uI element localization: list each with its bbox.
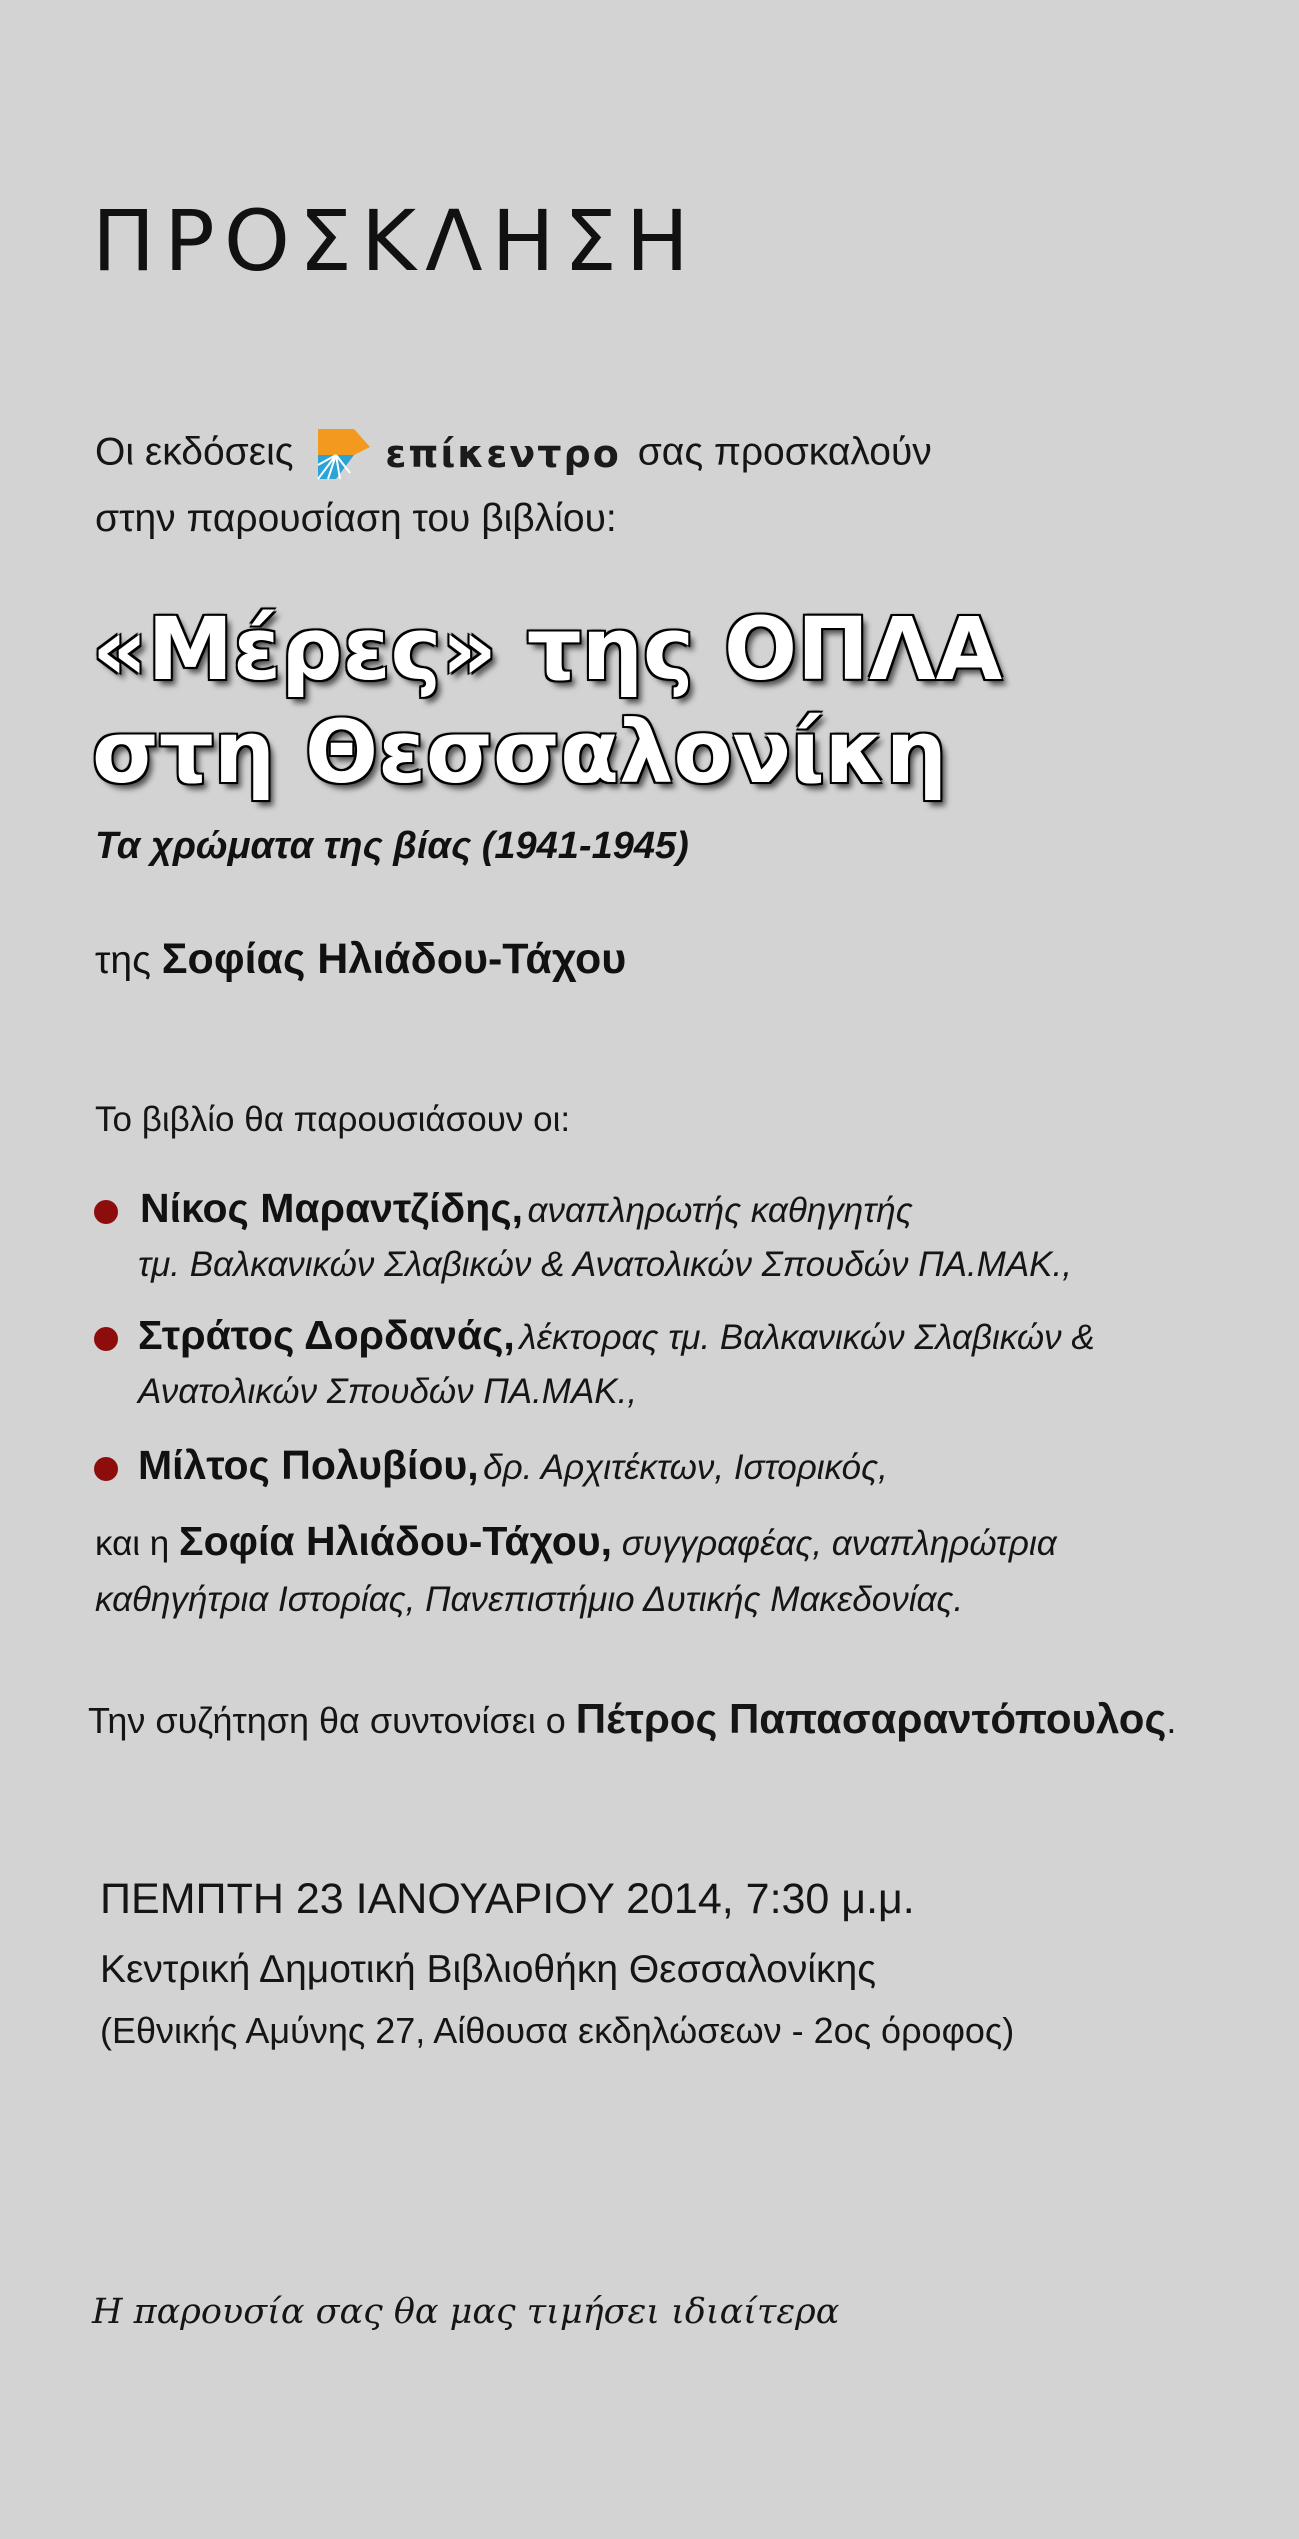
intro-text-before: Οι εκδόσεις bbox=[95, 430, 294, 474]
intro-line-2: στην παρουσίαση του βιβλίου: bbox=[95, 497, 617, 540]
bullet-icon bbox=[94, 1327, 118, 1351]
author-presenter-prefix: και η bbox=[95, 1524, 170, 1563]
book-author bbox=[95, 935, 626, 984]
moderator-line bbox=[88, 1695, 1176, 1743]
book-subtitle: Τα χρώματα της βίας (1941-1945) bbox=[95, 825, 689, 867]
bullet-icon bbox=[94, 1200, 118, 1224]
intro-text-after: σας προσκαλούν bbox=[637, 430, 932, 474]
event-address: (Εθνικής Αμύνης 27, Αίθουσα εκδηλώσεων - 2ος όροφος) bbox=[100, 2010, 1015, 2051]
book-title-line-1: «Μέρες» της ΟΠΛΑ bbox=[92, 600, 1003, 700]
event-venue: Κεντρική Δημοτική Βιβλιοθήκη Θεσσαλονίκης bbox=[100, 1948, 877, 1991]
author-name: Σοφίας Ηλιάδου-Τάχου bbox=[161, 935, 627, 983]
presenter-name: Νίκος Μαραντζίδης, bbox=[140, 1185, 524, 1231]
presenter-1 bbox=[140, 1185, 913, 1232]
presenter-name: Στράτος Δορδανάς, bbox=[138, 1312, 515, 1358]
moderator-name: Πέτρος Παπασαραντόπουλος bbox=[575, 1695, 1167, 1742]
presenter-2 bbox=[138, 1312, 1095, 1359]
event-date: ΠΕΜΠΤΗ 23 ΙΑΝΟΥΑΡΙΟΥ 2014, 7:30 μ.μ. bbox=[100, 1875, 915, 1923]
presenter-name: Μίλτος Πολυβίου, bbox=[138, 1442, 479, 1488]
publisher-logo bbox=[314, 425, 620, 483]
publisher-logo-text: επίκεντρο bbox=[385, 432, 621, 476]
closing-note: Η παρουσία σας θα μας τιμήσει ιδιαίτερα bbox=[92, 2292, 840, 2332]
presenters-intro: Το βιβλίο θα παρουσιάσουν οι: bbox=[95, 1100, 571, 1139]
publisher-logo-icon bbox=[314, 425, 374, 483]
author-prefix: της bbox=[95, 939, 151, 982]
intro-line-1 bbox=[95, 425, 932, 483]
presenter-3 bbox=[138, 1442, 888, 1489]
book-title-line-2: στη Θεσσαλονίκη bbox=[92, 703, 947, 803]
author-presenter bbox=[95, 1518, 1057, 1565]
author-presenter-role-continued: καθηγήτρια Ιστορίας, Πανεπιστήμιο Δυτικής Μακεδονίας. bbox=[95, 1580, 964, 1619]
presenter-role: λέκτορας τμ. Βαλκανικών Σλαβικών & bbox=[519, 1318, 1095, 1357]
moderator-prefix: Την συζήτηση θα συντονίσει ο bbox=[88, 1700, 566, 1741]
presenter-role: αναπληρωτής καθηγητής bbox=[527, 1191, 913, 1230]
author-presenter-name: Σοφία Ηλιάδου-Τάχου, bbox=[179, 1518, 613, 1564]
moderator-suffix: . bbox=[1166, 1700, 1177, 1741]
bullet-icon bbox=[94, 1457, 118, 1481]
presenter-role: δρ. Αρχιτέκτων, Ιστορικός, bbox=[483, 1448, 888, 1487]
presenter-role-continued: τμ. Βαλκανικών Σλαβικών & Ανατολικών Σπουδών ΠΑ.ΜΑΚ., bbox=[138, 1245, 1072, 1284]
invitation-heading: ΠΡΟΣΚΛΗΣΗ bbox=[92, 192, 698, 290]
author-presenter-role: συγγραφέας, αναπληρώτρια bbox=[621, 1524, 1057, 1563]
presenter-role-continued: Ανατολικών Σπουδών ΠΑ.ΜΑΚ., bbox=[138, 1372, 638, 1411]
